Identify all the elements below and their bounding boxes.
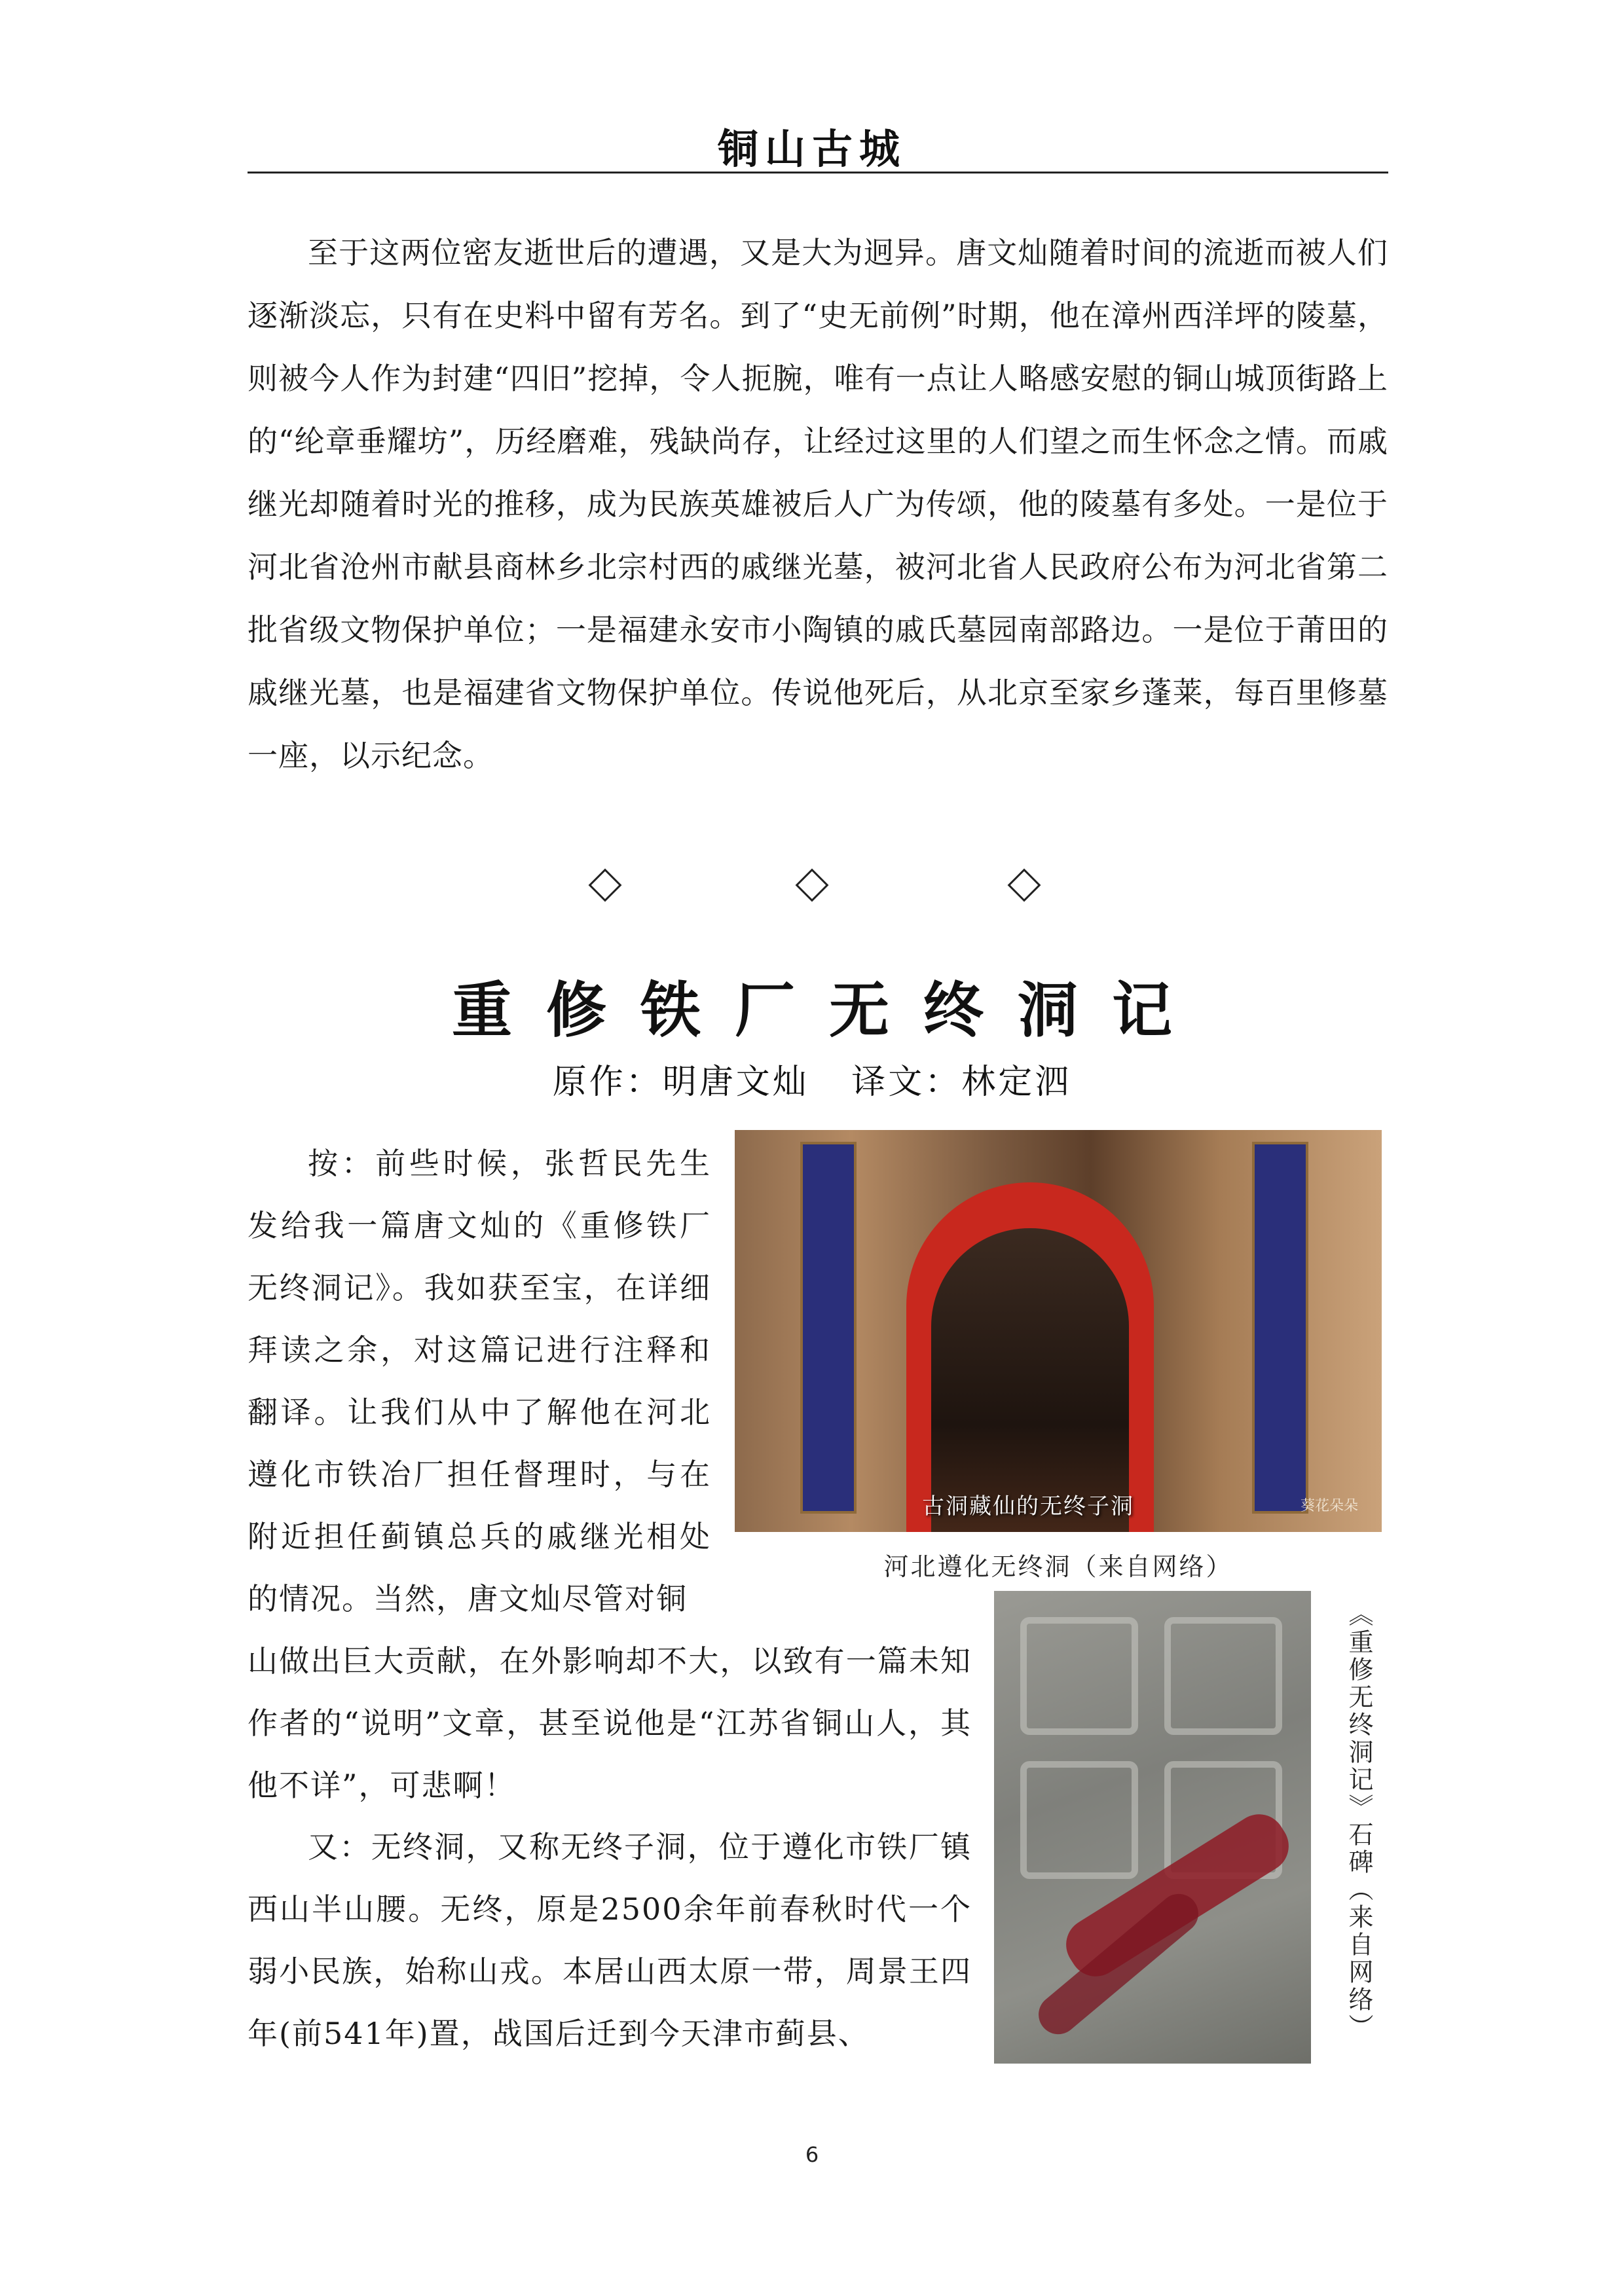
stele-glyph — [1020, 1761, 1138, 1879]
diamond-icon — [796, 869, 829, 902]
stele-photo — [994, 1591, 1311, 2064]
byline-original-author: 原作：明唐文灿 — [552, 1063, 809, 1102]
intro-paragraph: 至于这两位密友逝世后的遭遇，又是大为迥异。唐文灿随着时间的流逝而被人们逐渐淡忘，只有在史料中留有芳名。到了“史无前例”时期，他在漳州西洋坪的陵墓，则被今人作为封建“四旧”挖掉，令人扼腕，唯有一点让人略感安慰的铜山城顶街路上的“纶章垂耀坊”，历经磨难，残缺尚存，让经过这里的人们望之而生怀念之情。而戚继光却随着时光的推移，成为民族英雄被后人广为传颂，他的陵墓有多处。一是位于河北省沧州市献县商林乡北宗村西的戚继光墓，被河北省人民政府公布为河北省第二批省级文物保护单位；一是福建永安市小陶镇的戚氏墓园南部路边。一是位于莆田的戚继光墓，也是福建省文物保护单位。传说他死后，从北京至家乡蓬莱，每百里修墓一座，以示纪念。 — [248, 235, 1388, 773]
cave-interior — [931, 1228, 1129, 1532]
photo-overlay-text: 古洞藏仙的无终子洞 — [922, 1493, 1134, 1520]
photo-watermark: 葵花朵朵 — [1300, 1498, 1358, 1514]
stele-glyph — [1020, 1617, 1138, 1735]
note-paragraph-wide: 山做出巨大贡献，在外影响却不大，以致有一篇未知作者的“说明”文章，甚至说他是“江苏省铜山人，其他不详”，可悲啊！ — [248, 1643, 972, 1803]
also-paragraph: 又：无终洞，又称无终子洞，位于遵化市铁厂镇西山半山腰。无终，原是2500余年前春秋时代一个弱小民族，始称山戎。本居山西太原一带，周景王四年(前541年)置，战国后迁到今天津市蓟县、 — [248, 1829, 972, 2051]
section-separator — [0, 866, 1624, 905]
stele-caption: 《重修无终洞记》石碑（来自网络） — [1344, 1601, 1373, 2041]
stele-glyph — [1164, 1617, 1282, 1735]
cave-photo — [735, 1130, 1382, 1532]
byline — [0, 1054, 1624, 1103]
byline-translator: 译文：林定泗 — [851, 1063, 1072, 1102]
page-number: 6 — [805, 2142, 819, 2167]
diamond-icon — [1008, 869, 1041, 902]
photo1-caption: 河北遵化无终洞（来自网络） — [883, 1552, 1233, 1581]
left-banner — [800, 1142, 857, 1514]
diamond-icon — [589, 869, 622, 902]
article-title: 重修铁厂无终洞记 — [451, 975, 1206, 1046]
note-paragraph-left: 按：前些时候，张哲民先生发给我一篇唐文灿的《重修铁厂无终洞记》。我如获至宝，在详细拜读之余，对这篇记进行注释和翻译。让我们从中了解他在河北遵化市铁冶厂担任督理时，与在附近担任蓟镇总兵的戚继光相处的情况。当然，唐文灿尽管对铜 — [248, 1146, 711, 1616]
right-banner — [1252, 1142, 1308, 1514]
header-rule — [248, 172, 1388, 173]
running-header-title: 铜山古城 — [717, 125, 906, 173]
